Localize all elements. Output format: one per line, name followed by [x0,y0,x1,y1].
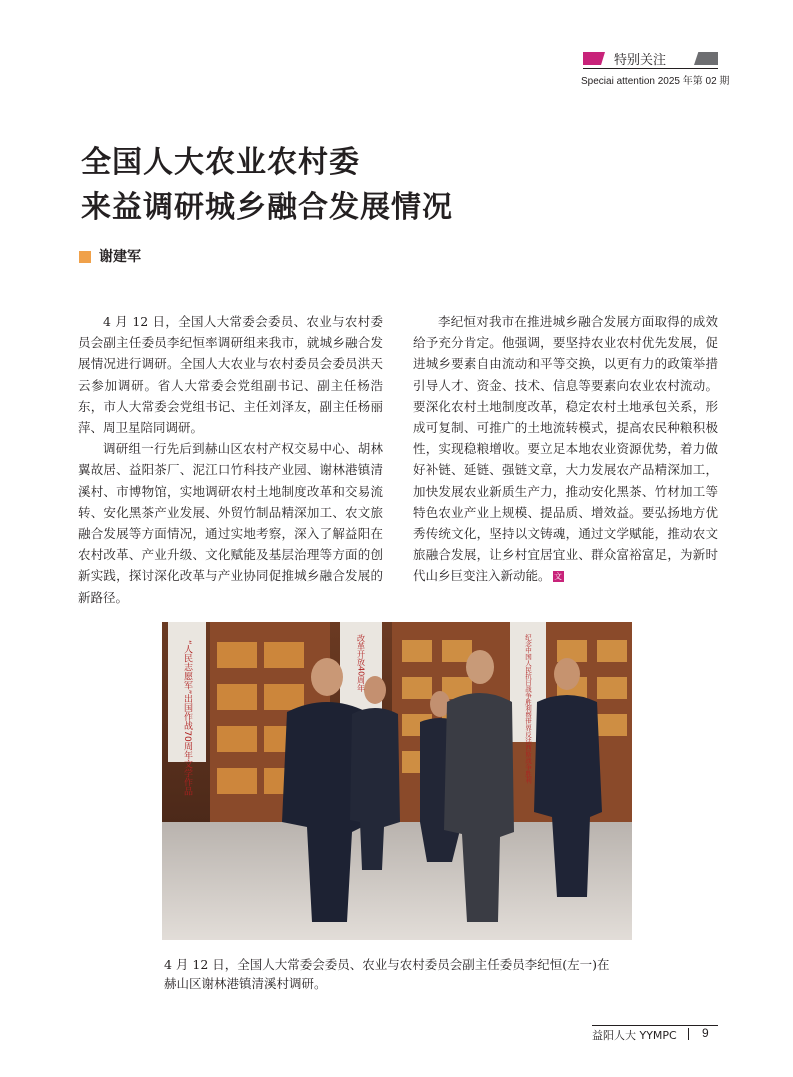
photo-illustration [162,622,632,940]
photo-banner-right: 纪念中国人民抗日战争胜利暨世界反法西斯战争胜利 [524,634,532,784]
title-line-2: 来益调研城乡融合发展情况 [81,190,453,225]
paragraph: 调研组一行先后到赫山区农村产权交易中心、胡林翼故居、益阳茶厂、泥江口竹科技产业园、谢林港镇清溪村、市博物馆，实地调研农村土地制度改革和交易流转、安化黑茶产业发展、外贸竹制品精深加工、农文旅融合发展等方面情况，通过实地考察，深入了解益阳在农村改革、产业升级、文化赋能及基层治理等方面的创新实践，探讨深化改革与产业协同促推城乡融合发展的新路径。 [78,441,383,605]
body-column-left [78,311,383,608]
section-label: 特别关注 [614,53,667,68]
caption-line-1: 4 月 12 日，全国人大常委会委员、农业与农村委员会副主任委员李纪恒(左一)在 [164,957,610,972]
footer-magazine-name: 益阳人大 YYMPC [592,1029,677,1042]
section-tag-gray-shape [694,52,718,65]
section-tag-magenta-shape [583,52,605,65]
issue-subline: Speciai attention 2025 年第 02 期 [581,76,730,87]
photo-caption [164,955,644,993]
author-name: 谢建军 [99,249,141,265]
body-column-right [413,311,718,587]
author-marker-icon [79,251,91,263]
caption-line-2: 赫山区谢林港镇清溪村调研。 [164,976,327,991]
paragraph-text: 李纪恒对我市在推进城乡融合发展方面取得的成效给予充分肯定。他强调，要坚持农业农村优先发展，促进城乡要素自由流动和平等交换，以更有力的政策举措引导人才、资金、技术、信息等要素向农业农村流动。要深化农村土地制度改革，稳定农村土地承包关系，形成可复制、可推广的土地流转模式，提高农民种粮积极性，实现稳粮增收。要立足本地农业资源优势，着力做好补链、延链、强链文章，大力发展农产品精深加工，加快发展农业新质生产力，推动安化黑茶、竹材加工等特色农业产业上规模、提品质、增效益。要弘扬地方优秀传统文化，坚持以文铸魂，通过文学赋能，推动农文旅融合发展，让乡村宜居宜业、群众富裕富足，为新时代山乡巨变注入新动能。 [413,314,718,584]
article-title [81,140,453,230]
page-number: 9 [702,1026,709,1040]
header-rule [583,68,718,69]
article-photo [162,622,632,940]
paragraph: 4 月 12 日，全国人大常委会委员、农业与农村委员会副主任委员李纪恒率调研组来我市，就城乡融合发展情况进行调研。全国人大农业与农村委员会委员洪天云参加调研。省人大常委会党组副书记、副主任杨浩东，市人大常委会党组书记、主任刘泽友，副主任杨丽萍、周卫星陪同调研。 [78,314,383,436]
photo-banner-mid: 改革开放40周年 [356,634,366,693]
footer-rule [592,1025,718,1026]
end-of-article-icon: 文 [554,572,563,582]
photo-banner-left: “人民志愿军”出国作战70周年文学作品 [182,640,192,796]
paragraph [413,311,718,587]
footer-divider [688,1028,689,1040]
title-line-1: 全国人大农业农村委 [81,145,360,180]
